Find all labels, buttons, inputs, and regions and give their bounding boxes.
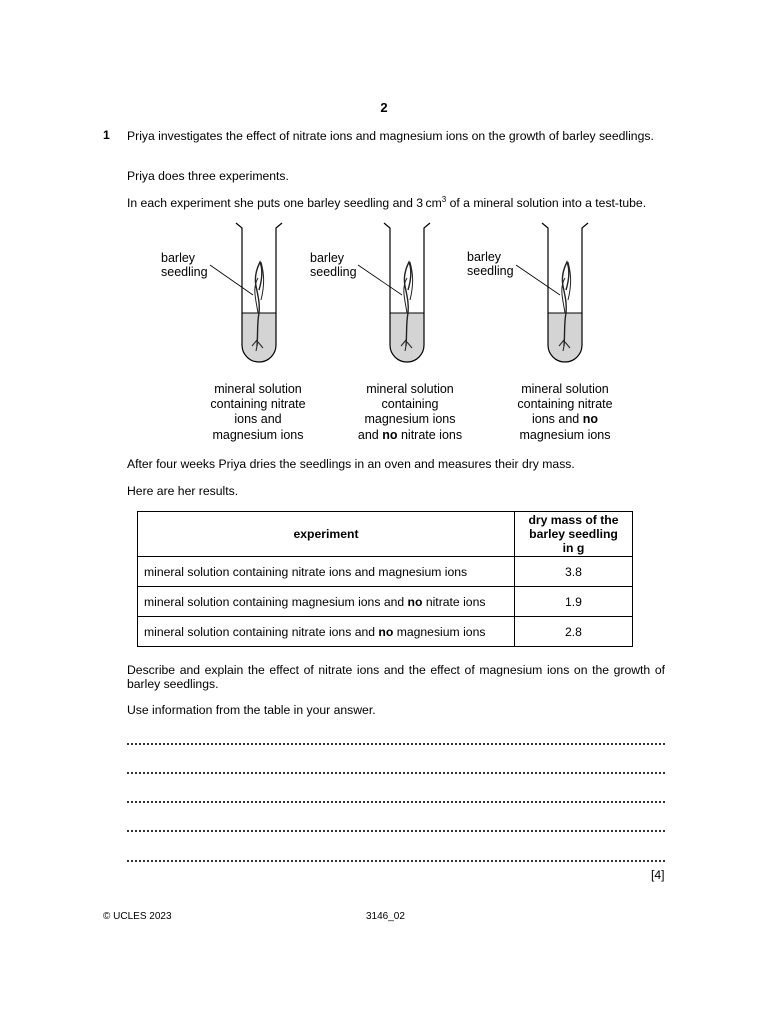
footer-copyright: © UCLES 2023 (103, 911, 172, 922)
label-word-seedling: seedling (161, 265, 208, 279)
caption-line (335, 428, 485, 443)
label-word-barley: barley (310, 251, 345, 265)
question-line-setup (127, 196, 665, 210)
header-line: in g (562, 541, 585, 555)
test-tube-2 (358, 223, 430, 362)
table-row (138, 557, 633, 587)
label-word-seedling: seedling (310, 265, 357, 279)
table-row (138, 587, 633, 617)
cell-emphasis: no (378, 624, 394, 639)
caption-line: containing (381, 397, 439, 412)
tube-caption-3 (490, 382, 640, 443)
seedling-label-3 (467, 250, 514, 278)
results-intro-text: Here are her results. (127, 484, 239, 498)
dry-mass-cell: 1.9 (515, 587, 633, 617)
caption-text: and (357, 427, 383, 442)
seedling-label-1 (161, 251, 208, 279)
table-row (138, 617, 633, 647)
experiment-cell (138, 617, 515, 647)
label-leader-line (210, 265, 253, 295)
answer-line[interactable] (127, 830, 665, 832)
page-number: 2 (380, 100, 388, 115)
cell-text: mineral solution containing nitrate ions and (144, 624, 379, 639)
label-word-barley: barley (467, 250, 502, 264)
caption-line: magnesium ions (212, 427, 304, 442)
caption-line: ions and (234, 412, 282, 427)
setup-text-start: In each experiment she puts one barley seedling and 3 cm (127, 196, 442, 210)
label-word-barley: barley (161, 251, 196, 265)
caption-line: containing nitrate (210, 397, 306, 412)
caption-line: magnesium ions (519, 427, 611, 442)
test-tube-3 (516, 223, 588, 362)
caption-text: nitrate ions (397, 427, 463, 442)
answer-line[interactable] (127, 743, 665, 745)
caption-line: mineral solution (521, 382, 609, 396)
setup-text-end: of a mineral solution into a test-tube. (446, 196, 647, 210)
marks-allocation: [4] (651, 868, 665, 882)
caption-line: magnesium ions (364, 412, 456, 427)
header-experiment: experiment (138, 512, 515, 557)
tube-caption-2 (335, 382, 485, 443)
header-line: barley seedling (529, 527, 618, 541)
question-intro: Priya investigates the effect of nitrate ions and magnesium ions on the growth of barley seedlings. (127, 129, 654, 143)
test-tube-diagram (0, 218, 768, 368)
caption-emphasis: no (382, 427, 398, 442)
cell-emphasis: no (407, 594, 423, 609)
header-dry-mass (515, 512, 633, 557)
label-word-seedling: seedling (467, 264, 514, 278)
describe-instruction: Describe and explain the effect of nitrate ions and the effect of magnesium ions on the growth of barley seedlings. (127, 663, 665, 691)
use-information-instruction: Use information from the table in your answer. (127, 703, 376, 717)
cell-text: magnesium ions (393, 624, 486, 639)
seedling-label-2 (310, 251, 357, 279)
caption-line: containing nitrate (517, 397, 613, 412)
dry-mass-cell: 2.8 (515, 617, 633, 647)
experiment-cell (138, 587, 515, 617)
table-header-row (138, 512, 633, 557)
caption-emphasis: no (582, 412, 598, 427)
caption-line: mineral solution (366, 382, 454, 396)
experiment-cell (138, 557, 515, 587)
tube-caption-1 (183, 382, 333, 443)
after-four-weeks-text: After four weeks Priya dries the seedlings in an oven and measures their dry mass. (127, 457, 575, 471)
footer-paper-code: 3146_02 (366, 911, 405, 922)
caption-text: ions and (531, 412, 583, 427)
caption-line (490, 412, 640, 427)
question-number: 1 (103, 128, 110, 142)
header-line: dry mass of the (528, 513, 619, 527)
answer-line[interactable] (127, 860, 665, 862)
answer-line[interactable] (127, 772, 665, 774)
question-line-experiments: Priya does three experiments. (127, 169, 289, 183)
answer-line[interactable] (127, 801, 665, 803)
results-table (137, 511, 633, 647)
cell-text: nitrate ions (422, 594, 486, 609)
cell-text: mineral solution containing magnesium ions and (144, 594, 408, 609)
cell-text: mineral solution containing nitrate ions and magnesium ions (144, 564, 468, 579)
dry-mass-cell: 3.8 (515, 557, 633, 587)
test-tube-1 (210, 223, 282, 362)
setup-superscript: 3 (441, 195, 447, 204)
caption-line: mineral solution (214, 382, 302, 396)
